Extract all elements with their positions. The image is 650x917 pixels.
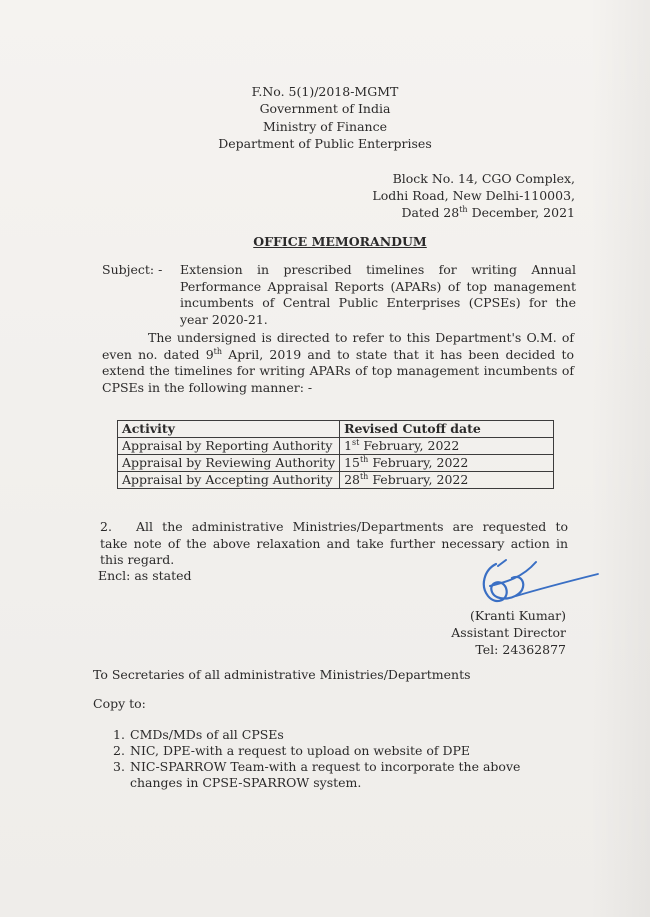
list-item: 1. CMDs/MDs of all CPSEs: [113, 727, 284, 742]
paragraph-2-number: 2.: [100, 519, 112, 534]
list-item: 2. NIC, DPE-with a request to upload on website of DPE: [113, 743, 471, 758]
activity-cell: Appraisal by Reporting Authority: [118, 438, 340, 455]
signatory-designation: Assistant Director: [451, 625, 566, 640]
copy-to-list: [113, 727, 553, 791]
table-row: [118, 472, 554, 489]
table-row: [118, 438, 554, 455]
paragraph-2: All the administrative Ministries/Departments are requested to take note of the above relaxation and take further necessary action in this regard.: [100, 519, 568, 567]
ministry-line: Ministry of Finance: [262, 119, 388, 134]
enclosure-note: Encl: as stated: [98, 568, 192, 583]
copy-to-label: Copy to:: [93, 696, 146, 711]
signature-mark: [476, 556, 601, 614]
addressee-line: To Secretaries of all administrative Ministries/Departments: [93, 667, 471, 682]
subject-label: Subject: -: [102, 262, 163, 277]
department-line: Department of Public Enterprises: [218, 136, 432, 151]
table-row: [118, 455, 554, 472]
paragraph-1: The undersigned is directed to refer to this Department's O.M. of even no. dated 9th April, 2019 and to state that it has been decided to extend the timelines for writing APARs of top management incumbents of CPSEs in the following manner: -: [102, 330, 574, 395]
column-header-activity: Activity: [118, 421, 340, 438]
address-line-2: Lodhi Road, New Delhi-110003,: [372, 188, 575, 203]
memo-date: Dated 28th December, 2021: [401, 204, 575, 220]
column-header-revised-cutoff: Revised Cutoff date: [340, 421, 554, 438]
government-line: Government of India: [259, 101, 391, 116]
signatory-name: (Kranti Kumar): [470, 608, 566, 623]
date-cell: 15th February, 2022: [340, 455, 554, 472]
activity-cell: Appraisal by Accepting Authority: [118, 472, 340, 489]
memo-title: OFFICE MEMORANDUM: [253, 234, 427, 249]
table-header-row: [118, 421, 554, 438]
activity-cell: Appraisal by Reviewing Authority: [118, 455, 340, 472]
date-cell: 1st February, 2022: [340, 438, 554, 455]
date-cell: 28th February, 2022: [340, 472, 554, 489]
cutoff-dates-table: [117, 420, 554, 489]
list-item: 3. NIC-SPARROW Team-with a request to incorporate the above changes in CPSE-SPARROW system.: [113, 759, 521, 790]
file-number: F.No. 5(1)/2018-MGMT: [251, 84, 399, 99]
page-edge-shadow: [590, 0, 650, 917]
subject-text: Extension in prescribed timelines for writing Annual Performance Appraisal Reports (APARs) of top management incumbents of Central Public Enterprises (CPSEs) for the year 2020-21.: [180, 262, 576, 327]
signatory-telephone: Tel: 24362877: [475, 642, 566, 657]
address-line-1: Block No. 14, CGO Complex,: [392, 171, 575, 186]
